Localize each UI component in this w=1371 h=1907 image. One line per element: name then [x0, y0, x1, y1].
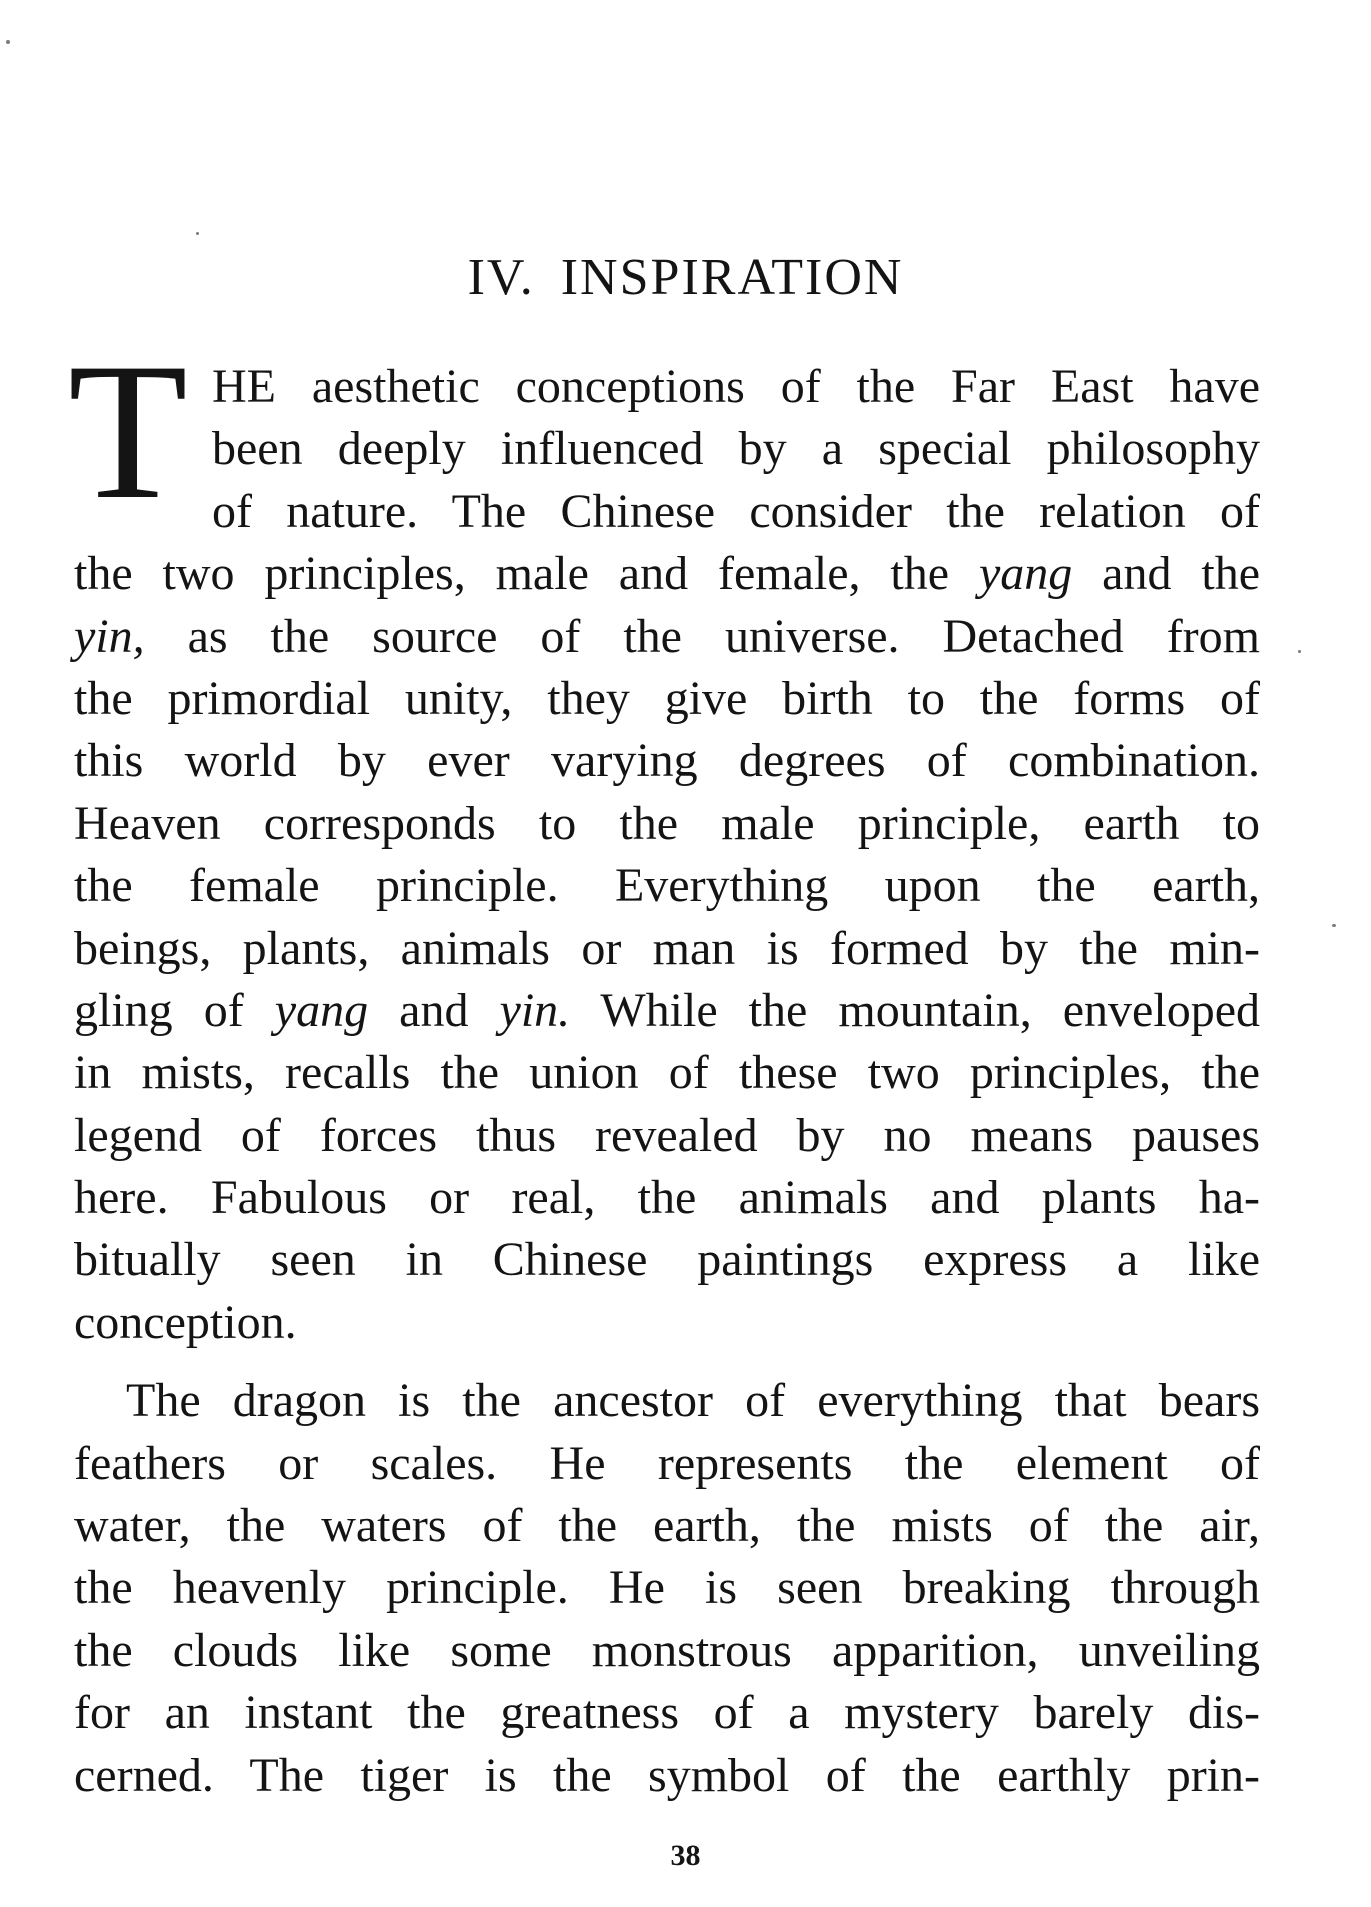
- text-line: [74, 1370, 1260, 1432]
- italic-term: yang: [978, 547, 1073, 601]
- text-line: [74, 730, 1260, 792]
- text-line: [74, 1229, 1260, 1291]
- text-run: The dragon is the ancestor of everything that bears: [126, 1374, 1260, 1428]
- chapter-heading: [0, 248, 1371, 308]
- text-run: of nature. The Chinese consider the relation of: [212, 484, 1260, 538]
- text-run: the clouds like some monstrous apparition, unveiling: [74, 1623, 1260, 1677]
- text-line: [74, 1620, 1260, 1682]
- text-run: here. Fabulous or real, the animals and plants ha-: [74, 1171, 1260, 1225]
- text-line: [74, 543, 1260, 605]
- scan-speck: [1332, 924, 1336, 927]
- text-line: [74, 606, 1260, 668]
- text-run: been deeply influenced by a special philosophy: [212, 422, 1260, 476]
- text-run: beings, plants, animals or man is formed by the min-: [74, 921, 1260, 975]
- chapter-number: IV.: [467, 249, 535, 306]
- text-line: [74, 1042, 1260, 1104]
- text-run: bitually seen in Chinese paintings express a like: [74, 1233, 1260, 1287]
- text-run: this world by ever varying degrees of combination.: [74, 734, 1260, 788]
- scan-speck: [6, 40, 10, 44]
- text-line: [74, 793, 1260, 855]
- text-run: While the mountain, enveloped: [570, 983, 1260, 1037]
- text-run: conception.: [74, 1295, 297, 1349]
- text-line: [74, 356, 1260, 418]
- text-line: [74, 668, 1260, 730]
- text-run: in mists, recalls the union of these two principles, the: [74, 1046, 1260, 1100]
- text-line: [74, 1433, 1260, 1495]
- chapter-title: INSPIRATION: [560, 249, 904, 306]
- text-run: water, the waters of the earth, the mists of the air,: [74, 1499, 1260, 1553]
- scan-speck: [1298, 650, 1301, 653]
- text-run: as the source of the universe. Detached from: [144, 609, 1260, 663]
- text-line: [74, 1167, 1260, 1229]
- text-run: HE aesthetic conceptions of the Far East have: [212, 360, 1260, 413]
- text-run: feathers or scales. He represents the element of: [74, 1436, 1260, 1490]
- text-line: [74, 1557, 1260, 1619]
- text-run: and the: [1072, 547, 1260, 601]
- body-text: [74, 356, 1260, 1807]
- text-run: the two principles, male and female, the: [74, 547, 979, 601]
- scan-speck: [196, 232, 199, 235]
- paragraph: [74, 356, 1260, 1354]
- text-line: [74, 1682, 1260, 1744]
- text-line: [74, 918, 1260, 980]
- text-line: [74, 1292, 1260, 1354]
- text-line: [74, 855, 1260, 917]
- text-run: legend of forces thus revealed by no means pauses: [74, 1108, 1260, 1162]
- text-run: Heaven corresponds to the male principle, earth to: [74, 796, 1260, 850]
- text-line: [74, 1745, 1260, 1807]
- text-line: [74, 1105, 1260, 1167]
- drop-cap-letter: T: [68, 323, 188, 540]
- text-line: [74, 1495, 1260, 1557]
- text-run: for an instant the greatness of a mystery barely dis-: [74, 1686, 1260, 1740]
- text-run: cerned. The tiger is the symbol of the earthly prin-: [74, 1748, 1260, 1802]
- text-line: [74, 481, 1260, 543]
- text-run: and: [368, 983, 500, 1037]
- page-number: 38: [670, 1839, 701, 1872]
- paragraph: [74, 1370, 1260, 1807]
- text-run: the primordial unity, they give birth to the forms of: [74, 671, 1260, 725]
- text-run: the heavenly principle. He is seen breaking through: [74, 1561, 1260, 1615]
- italic-term: yang: [274, 983, 369, 1037]
- text-run: the female principle. Everything upon the earth,: [74, 859, 1260, 913]
- text-line: [74, 418, 1260, 480]
- italic-term: yin.: [499, 983, 571, 1037]
- italic-term: yin,: [74, 609, 145, 663]
- text-run: gling of: [74, 983, 275, 1037]
- text-line: [74, 980, 1260, 1042]
